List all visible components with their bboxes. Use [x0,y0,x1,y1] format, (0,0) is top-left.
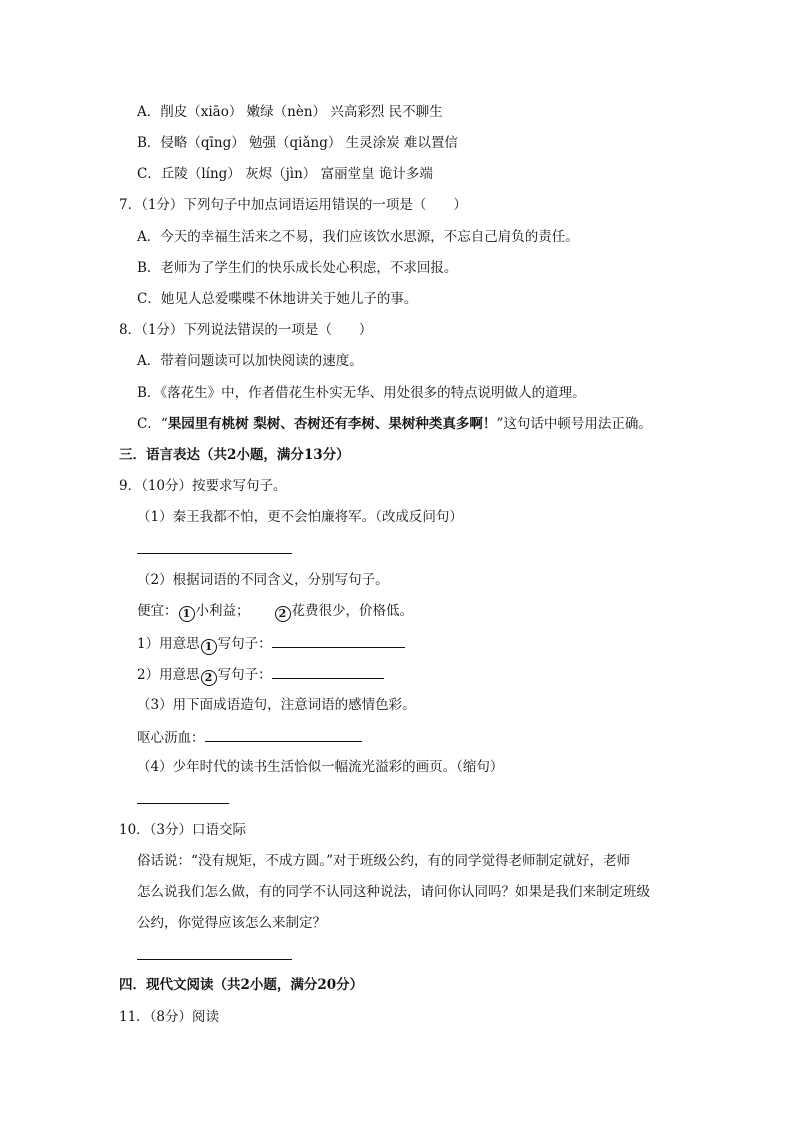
circled-number-2: 2 [201,670,217,686]
q8-option-c [137,415,652,433]
q9-part3-idiom: 呕心沥血： [137,730,205,746]
q8-option-c-quote: 果园里有桃树 梨树、杏树还有李树、果树种类真多啊！ [167,416,497,432]
section-4-heading: 四．现代文阅读（共2小题，满分20分） [119,977,364,993]
q9-part3-idiom-line [137,727,362,747]
q6-option-a: A．削皮（xiāo） 嫩绿（nèn） 兴高彩烈 民不聊生 [137,104,443,120]
q9-part4: （4）少年时代的读书生活恰似一幅流光溢彩的画页。（缩句） [137,759,504,775]
q10-body-line-2: 怎么说我们怎么做，有的同学不认同这种说法，请问你认同吗？如果是我们来制定班级 [137,884,650,900]
q9-part2: （2）根据词语的不同含义，分别写句子。 [137,572,389,588]
q9-part3: （3）用下面成语造句，注意词语的感情色彩。 [137,697,416,713]
q9-part2-sentence-1 [137,633,405,655]
circled-number-1: 1 [179,606,195,622]
q8-option-c-suffix: ”这句话中顿号用法正确。 [496,416,652,432]
section-3-heading: 三．语言表达（共2小题，满分13分） [119,447,350,463]
q9-part2-word: 便宜： [137,603,178,619]
q9-part1-answer-blank[interactable] [137,553,292,554]
q7-stem: 7．（1分）下列句子中加点词语运用错误的一项是（ ） [119,197,467,213]
q9-s2-answer-blank[interactable] [272,664,384,679]
q9-stem: 9．（10分）按要求写句子。 [119,478,287,494]
q9-s1-suffix: 写句子： [217,636,272,652]
q9-s2-prefix: 2）用意思 [137,667,200,683]
q8-option-b: B．《落花生》中，作者借花生朴实无华、用处很多的特点说明做人的道理。 [137,385,586,401]
circled-number-1: 1 [201,639,217,655]
q9-part4-answer-blank[interactable] [137,803,229,804]
q10-body-line-1: 俗话说：“没有规矩，不成方圆。”对于班级公约，有的同学觉得老师制定就好，老师 [137,853,631,869]
q9-s1-prefix: 1）用意思 [137,636,200,652]
q9-part2-meaning-2: 花费很少，价格低。 [291,603,413,619]
q10-body-line-3: 公约，你觉得应该怎么来制定？ [137,915,326,931]
q10-stem: 10．（3分）口语交际 [119,822,247,838]
q7-option-c: C．她见人总爱喋喋不休地讲关于她儿子的事。 [137,291,418,307]
q7-option-a: A．今天的幸福生活来之不易，我们应该饮水思源，不忘自己肩负的责任。 [137,229,579,245]
q8-stem: 8．（1分）下列说法错误的一项是（ ） [119,322,373,338]
q8-option-a: A．带着问题读可以加快阅读的速度。 [137,353,363,369]
q11-stem: 11．（8分）阅读 [119,1009,220,1025]
q9-s2-suffix: 写句子： [217,667,272,683]
q9-part1: （1）秦王我都不怕，更不会怕廉将军。（改成反问句） [137,509,463,525]
q9-part2-meaning-1: 小利益； [195,603,250,619]
q7-option-b: B．老师为了学生们的快乐成长处心积虑，不求回报。 [137,260,458,276]
q8-option-c-prefix: C．“ [137,416,168,432]
q9-s1-answer-blank[interactable] [272,633,405,648]
q6-option-b: B．侵略（qīng） 勉强（qiǎng） 生灵涂炭 难以置信 [137,135,458,151]
q6-option-c: C．丘陵（líng） 灰烬（jìn） 富丽堂皇 诡计多端 [137,166,433,182]
circled-number-2: 2 [275,606,291,622]
q10-answer-blank[interactable] [137,959,292,960]
q9-part2-meanings [137,602,413,622]
q9-part2-sentence-2 [137,664,384,686]
q9-part3-answer-blank[interactable] [205,727,362,742]
